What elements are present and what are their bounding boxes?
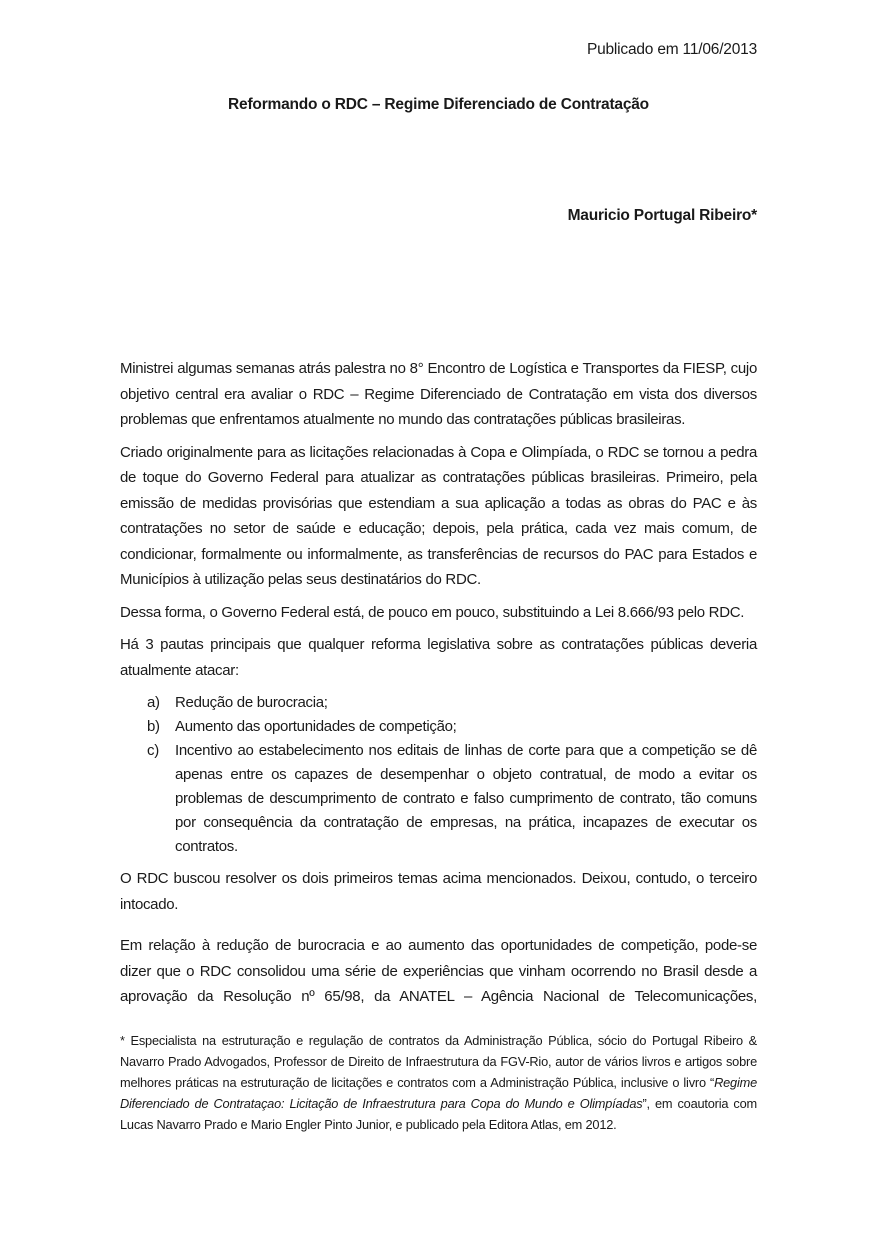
list-item-a [147,691,757,715]
list-marker-c: c) [147,742,159,759]
list-text-c: Incentivo ao estabelecimento nos editais de linhas de corte para que a competição se dê apenas entre os capazes de desempenhar o objeto contratual, de modo a evitar os problemas de descumprimento de contrato e falso cumprimento de contrato, tão comuns por consequência da contratação de empresas, na prática, incapazes de executar os contratos. [175,742,757,855]
paragraph-bureaucracy-continued: Em relação à redução de burocracia e ao aumento das oportunidades de competição, pode-se dizer que o RDC consolidou uma série de experiências que vinham ocorrendo no Brasil desde a aprovação da Resolução nº 65/98, da ANATEL – Agência Nacional de Telecomunicações, [120,937,757,1005]
paragraph-intro: Ministrei algumas semanas atrás palestra no 8° Encontro de Logística e Transportes da FIESP, cujo objetivo central era avaliar o RDC – Regime Diferenciado de Contratação em vista dos diversos problemas que enfrentamos atualmente no mundo das contratações públicas brasileiras. [120,360,757,428]
list-text-b: Aumento das oportunidades de competição; [175,718,457,735]
paragraph-rdc-result: O RDC buscou resolver os dois primeiros temas acima mencionados. Deixou, contudo, o terceiro intocado. [120,870,757,913]
footnote-book-title: Regime Diferenciado de Contrataçao: Licitação de Infraestrutura para Copa do Mundo e Olimpíadas [120,1074,757,1111]
list-marker-a: a) [147,694,160,711]
author-byline: Mauricio Portugal Ribeiro* [567,207,757,224]
paragraph-rdc-origin: Criado originalmente para as licitações relacionadas à Copa e Olimpíada, o RDC se tornou a pedra de toque do Governo Federal para atualizar as contratações públicas brasileiras. Primeiro, pela emissão de medidas provisórias que estendiam a sua aplicação a todas as obras do PAC e às contratações no setor de saúde e educação; depois, pela prática, cada vez mais comum, de condicionar, formalmente ou informalmente, as transferências de recursos do PAC para Estados e Municípios à utilização pelas seus destinatários do RDC. [120,443,757,588]
document-title: Reformando o RDC – Regime Diferenciado de Contratação [228,96,649,113]
agenda-list [120,691,757,859]
paragraph-substituting-law: Dessa forma, o Governo Federal está, de pouco em pouco, substituindo a Lei 8.666/93 pelo RDC. [120,603,745,621]
list-item-b [147,715,757,739]
published-date: Publicado em 11/06/2013 [586,41,757,58]
footnote-lead: * Especialista na estruturação e regulação de contratos da Administração Pública, sócio do Portugal Ribeiro & Navarro Prado Advogados, Professor de Direito de Infraestrutura da FGV-Rio, autor de vários livros e artigos sobre melhores práticas na estruturação de licitações e contratos com a Administração Pública, inclusive o livro “ [120,1032,757,1090]
list-marker-b: b) [147,718,160,735]
footnote-tail: ”, em coautoria com Lucas Navarro Prado e Mario Engler Pinto Junior, e publicado pela Editora Atlas, em 2012. [120,1095,757,1132]
paragraph-three-agendas: Há 3 pautas principais que qualquer reforma legislativa sobre as contratações públicas deveria atualmente atacar: [120,636,757,679]
document-body [120,356,757,1010]
footnote [120,1030,757,1135]
list-item-c [147,739,757,859]
list-text-a: Redução de burocracia; [175,694,328,711]
